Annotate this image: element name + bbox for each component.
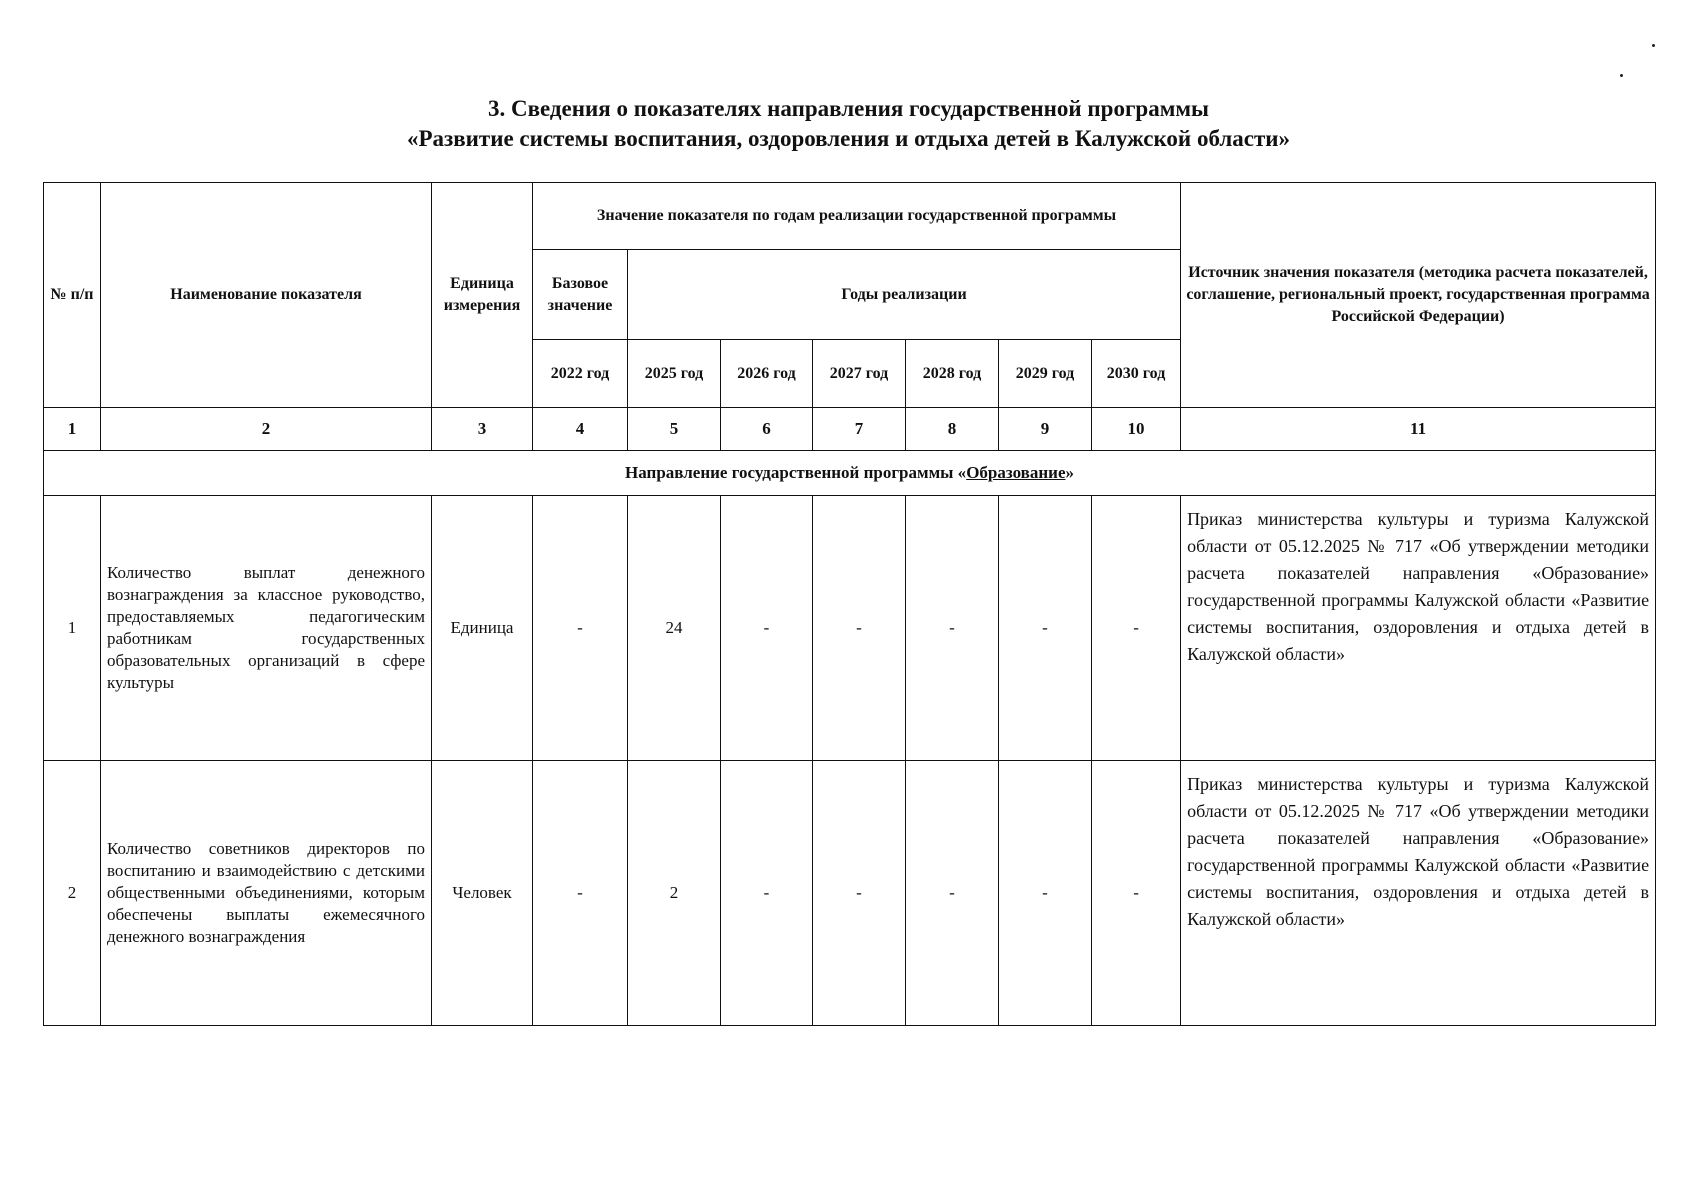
year-value: - — [906, 496, 999, 761]
indicator-name: Количество советников директоров по воспитанию и взаимодействию с детскими общественными объединениями, которым обеспечены выплаты ежемесячного денежного вознаграждения — [101, 761, 432, 1026]
year-value: 24 — [628, 496, 721, 761]
table-row — [44, 761, 1656, 1026]
row-num: 2 — [44, 761, 101, 1026]
year-value: - — [813, 761, 906, 1026]
header-year: 2029 год — [999, 340, 1092, 408]
header-base-year: 2022 год — [533, 340, 628, 408]
column-number: 6 — [721, 408, 813, 451]
year-value: - — [721, 761, 813, 1026]
table-row — [44, 496, 1656, 761]
column-number: 7 — [813, 408, 906, 451]
year-value: - — [999, 496, 1092, 761]
section-name: Образование — [966, 463, 1066, 482]
column-number: 10 — [1092, 408, 1181, 451]
indicator-source: Приказ министерства культуры и туризма Калужской области от 05.12.2025 № 717 «Об утверждении методики расчета показателей направления «Образование» государственной программы Калужской области «Развитие системы воспитания, оздоровления и отдыха детей в Калужской области» — [1181, 496, 1656, 761]
header-year: 2028 год — [906, 340, 999, 408]
title-line-1: 3. Сведения о показателях направления государственной программы — [487, 96, 1210, 121]
indicators-table — [43, 182, 1656, 1026]
header-source: Источник значения показателя (методика расчета показателей, соглашение, региональный проект, государственная программа Российской Федерации) — [1181, 183, 1656, 408]
scan-dot — [1652, 44, 1655, 47]
header-year: 2026 год — [721, 340, 813, 408]
title-line-2: «Развитие системы воспитания, оздоровления и отдыха детей в Калужской области» — [406, 126, 1291, 151]
base-value: - — [533, 496, 628, 761]
column-numbers-row — [44, 408, 1656, 451]
column-number: 3 — [432, 408, 533, 451]
column-number: 9 — [999, 408, 1092, 451]
section-row — [44, 451, 1656, 496]
column-number: 8 — [906, 408, 999, 451]
header-unit: Единица измерения — [432, 183, 533, 408]
row-num: 1 — [44, 496, 101, 761]
year-value: - — [1092, 496, 1181, 761]
section-title — [44, 451, 1656, 496]
header-values-group: Значение показателя по годам реализации государственной программы — [533, 183, 1181, 250]
indicator-name: Количество выплат денежного вознаграждения за классное руководство, предоставляемых педагогическим работникам государственных образовательных организаций в сфере культуры — [101, 496, 432, 761]
header-year: 2030 год — [1092, 340, 1181, 408]
column-number: 2 — [101, 408, 432, 451]
year-value: - — [721, 496, 813, 761]
document-title — [0, 94, 1697, 154]
indicator-source: Приказ министерства культуры и туризма Калужской области от 05.12.2025 № 717 «Об утверждении методики расчета показателей направления «Образование» государственной программы Калужской области «Развитие системы воспитания, оздоровления и отдыха детей в Калужской области» — [1181, 761, 1656, 1026]
year-value: - — [1092, 761, 1181, 1026]
column-number: 11 — [1181, 408, 1656, 451]
year-value: - — [813, 496, 906, 761]
section-suffix: » — [1065, 463, 1074, 482]
indicator-unit: Единица — [432, 496, 533, 761]
column-number: 5 — [628, 408, 721, 451]
indicator-unit: Человек — [432, 761, 533, 1026]
header-num: № п/п — [44, 183, 101, 408]
header-years-group: Годы реализации — [628, 250, 1181, 340]
header-base: Базовое значение — [533, 250, 628, 340]
column-number: 4 — [533, 408, 628, 451]
header-year: 2027 год — [813, 340, 906, 408]
header-year: 2025 год — [628, 340, 721, 408]
year-value: - — [999, 761, 1092, 1026]
base-value: - — [533, 761, 628, 1026]
year-value: 2 — [628, 761, 721, 1026]
column-number: 1 — [44, 408, 101, 451]
header-name: Наименование показателя — [101, 183, 432, 408]
section-prefix: Направление государственной программы « — [625, 463, 967, 482]
scan-dot — [1620, 74, 1623, 77]
year-value: - — [906, 761, 999, 1026]
